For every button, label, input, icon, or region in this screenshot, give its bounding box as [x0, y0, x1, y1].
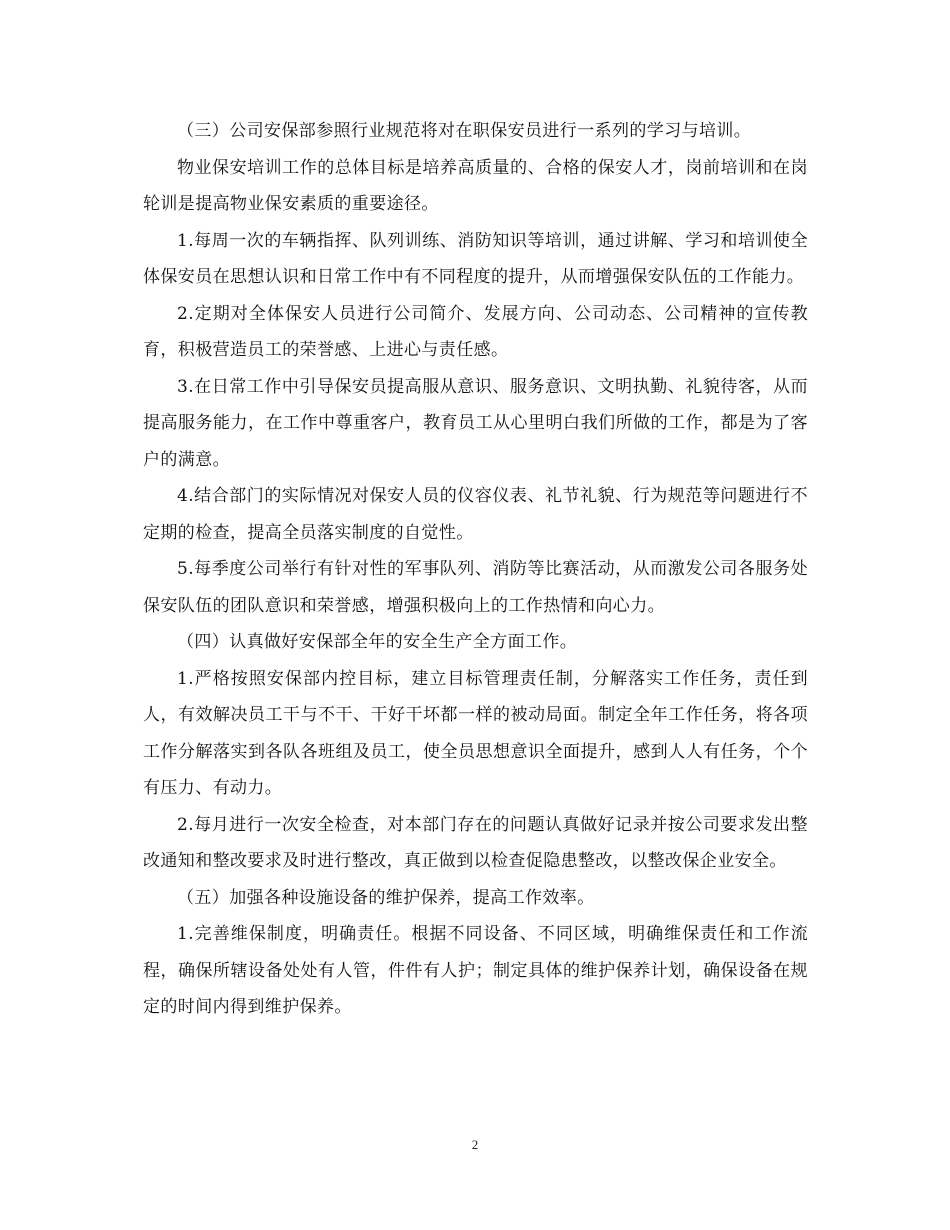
paragraph-training-goal: 物业保安培训工作的总体目标是培养高质量的、合格的保安人才，岗前培训和在岗轮训是提高物业保安素质的重要途径。: [143, 157, 808, 214]
list-item-training-4: 4.结合部门的实际情况对保安人员的仪容仪表、礼节礼貌、行为规范等问题进行不定期的检查，提高全员落实制度的自觉性。: [143, 486, 808, 543]
section-heading-3: （三）公司安保部参照行业规范将对在职保安员进行一系列的学习与培训。: [177, 121, 752, 141]
list-item-safety-1: 1.严格按照安保部内控目标，建立目标管理责任制，分解落实工作任务，责任到人，有效解决员工干与不干、干好干坏都一样的被动局面。制定全年工作任务，将各项工作分解落实到各队各班组及员工，使全员思想意识全面提升，感到人人有任务，个个有压力、有动力。: [143, 668, 808, 798]
section-heading-5: （五）加强各种设施设备的维护保养，提高工作效率。: [177, 887, 595, 908]
list-item-training-3: 3.在日常工作中引导保安员提高服从意识、服务意识、文明执勤、礼貌待客，从而提高服务能力，在工作中尊重客户，教育员工从心里明白我们所做的工作，都是为了客户的满意。: [143, 376, 808, 470]
page-number: 2: [471, 1137, 479, 1152]
document-body: [143, 113, 808, 1026]
list-item-training-2: 2.定期对全体保安人员进行公司简介、发展方向、公司动态、公司精神的宣传教育，积极营造员工的荣誉感、上进心与责任感。: [143, 303, 808, 360]
section-heading-4: （四）认真做好安保部全年的安全生产全方面工作。: [177, 632, 578, 652]
list-item-maintenance-1: 1.完善维保制度，明确责任。根据不同设备、不同区域，明确维保责任和工作流程，确保所辖设备处处有人管，件件有人护；制定具体的维护保养计划，确保设备在规定的时间内得到维护保养。: [143, 924, 808, 1017]
list-item-training-5: 5.每季度公司举行有针对性的军事队列、消防等比赛活动，从而激发公司各服务处保安队伍的团队意识和荣誉感，增强积极向上的工作热情和向心力。: [143, 559, 808, 616]
list-item-training-1: 1.每周一次的车辆指挥、队列训练、消防知识等培训，通过讲解、学习和培训使全体保安员在思想认识和日常工作中有不同程度的提升，从而增强保安队伍的工作能力。: [143, 230, 808, 287]
list-item-safety-2: 2.每月进行一次安全检查，对本部门存在的问题认真做好记录并按公司要求发出整改通知和整改要求及时进行整改，真正做到以检查促隐患整改，以整改保企业安全。: [143, 814, 808, 871]
